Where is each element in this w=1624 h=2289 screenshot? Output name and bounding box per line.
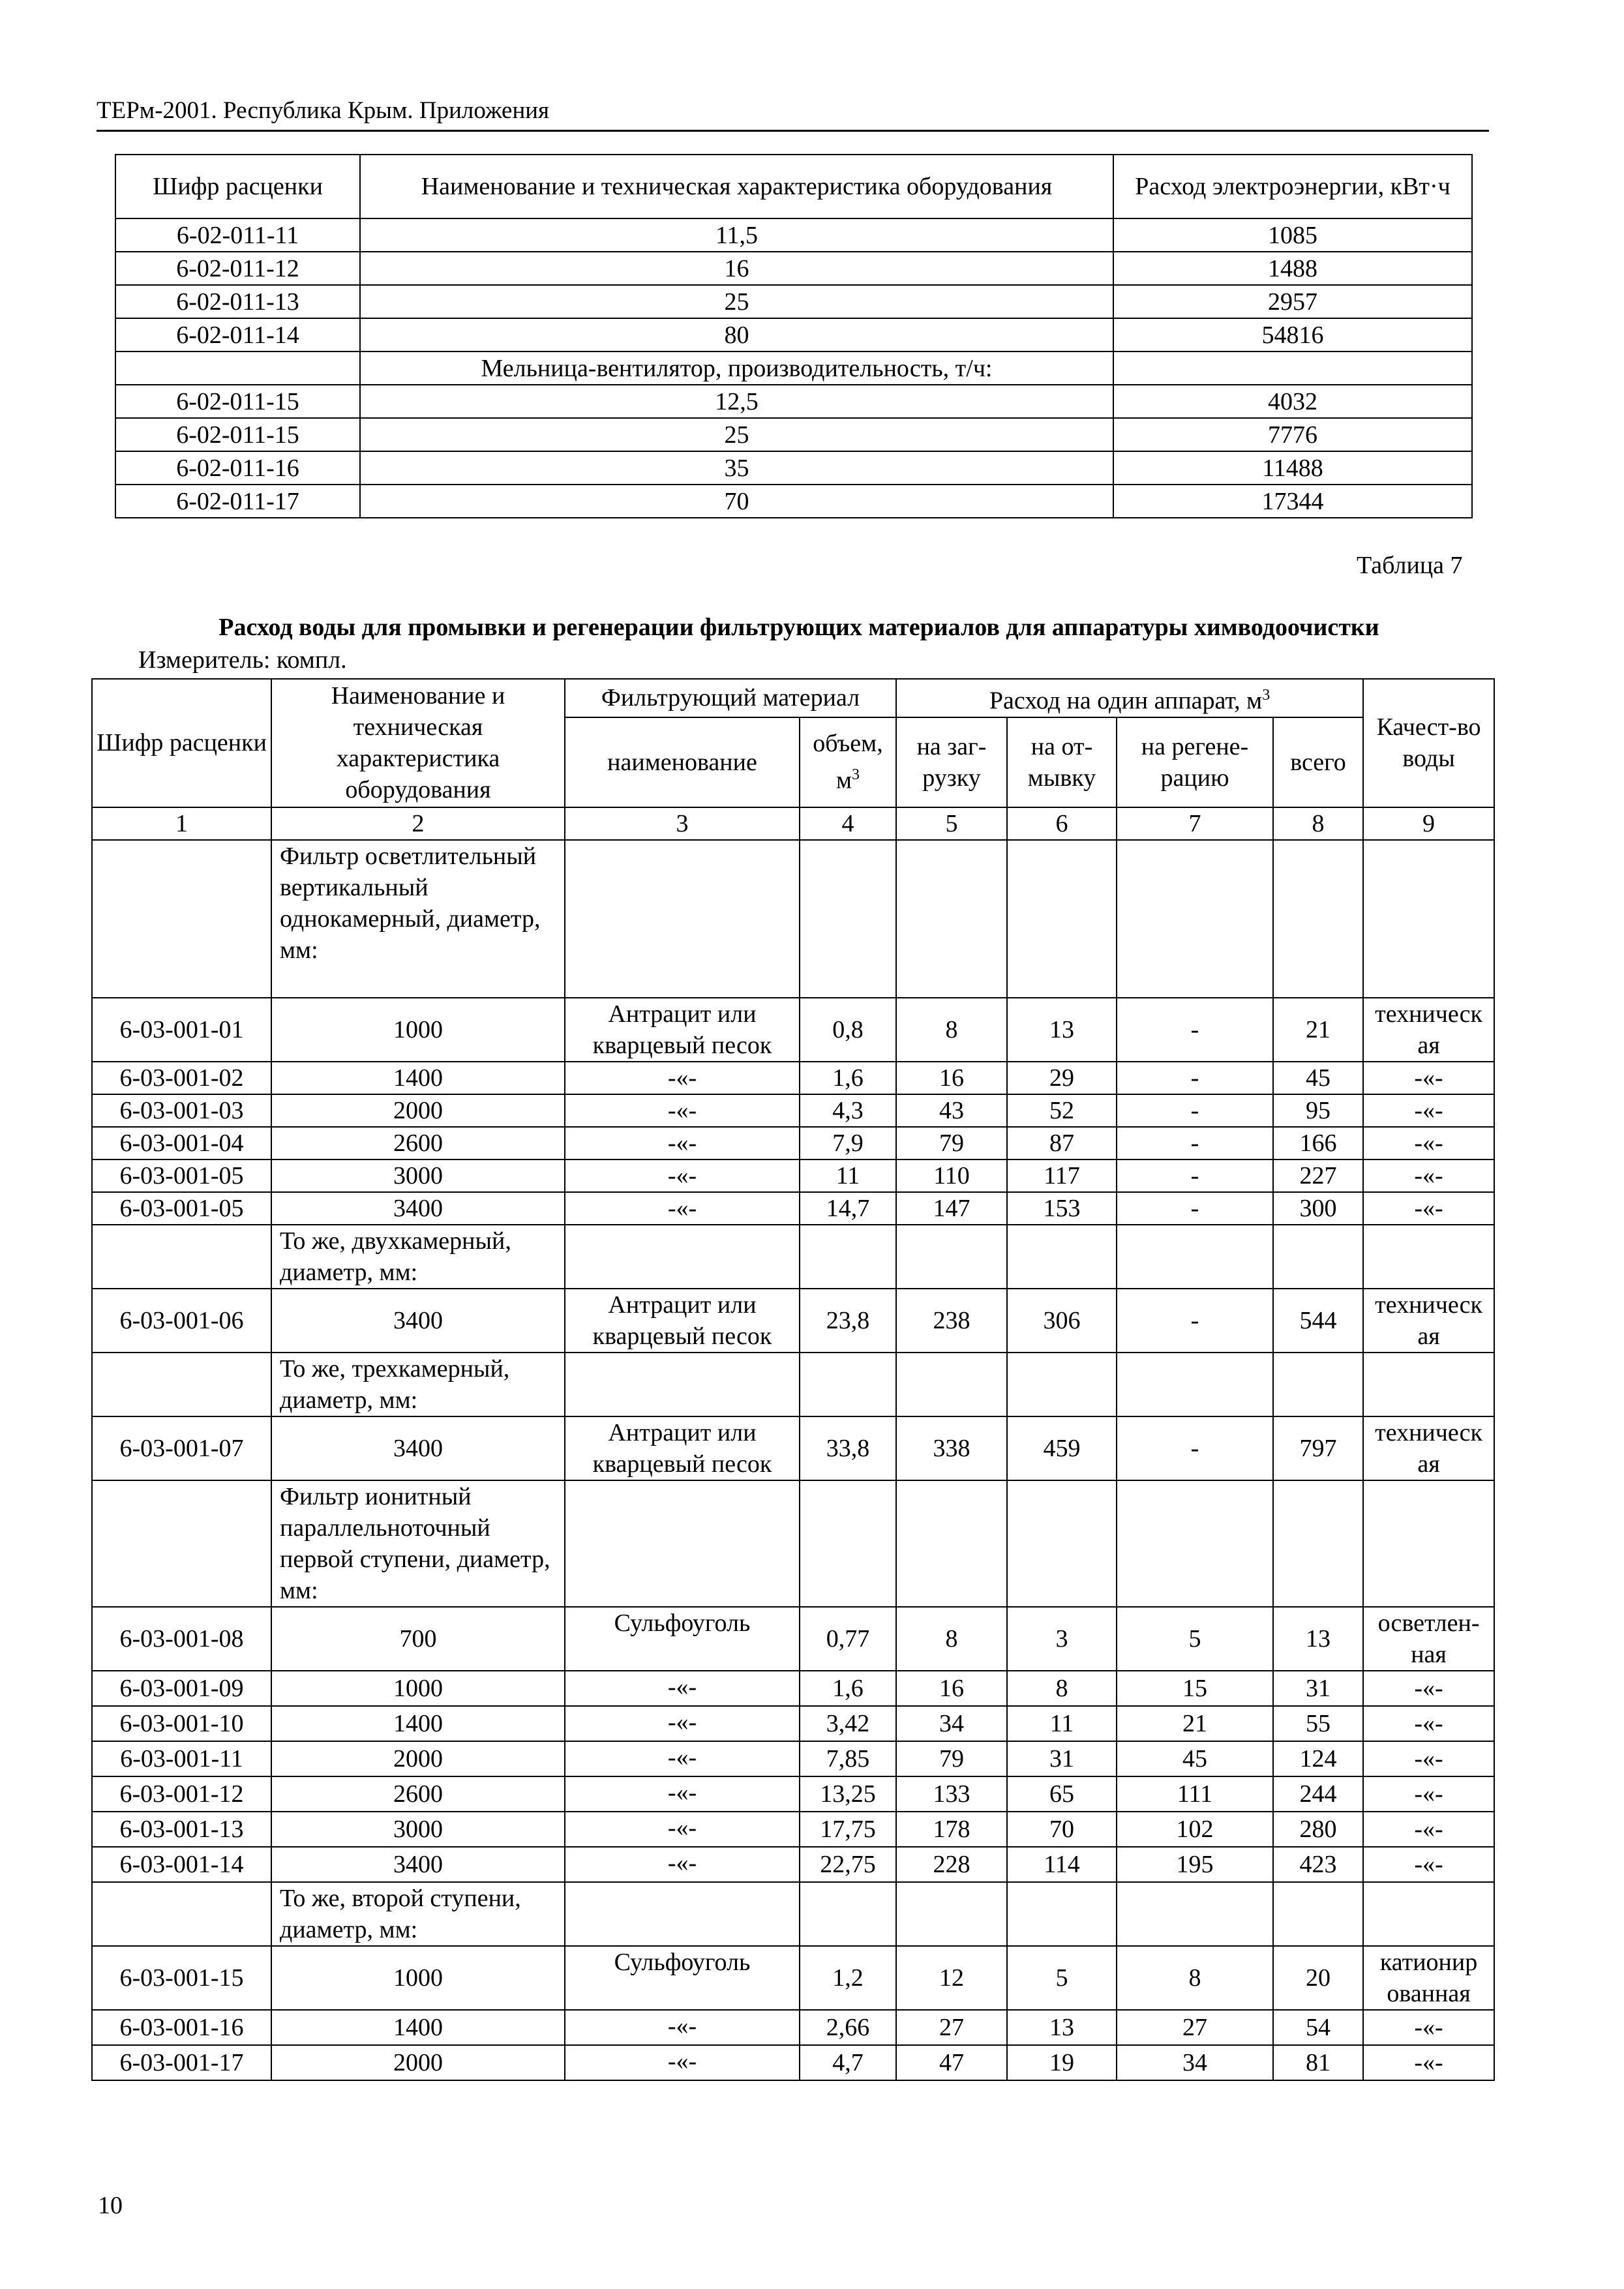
- t2-empty-cell: [896, 1225, 1007, 1289]
- t2-cell: Антрацит или кварцевый песок: [565, 1416, 800, 1480]
- t2-cell: -«-: [565, 1706, 800, 1741]
- t2-empty-cell: [800, 1882, 896, 1946]
- t2-cell: 81: [1273, 2045, 1363, 2080]
- t2-row: [92, 1062, 1494, 1094]
- t2-cell: 6-03-001-10: [92, 1706, 271, 1741]
- t2-cell: 47: [896, 2045, 1007, 2080]
- t2-cell: 34: [896, 1706, 1007, 1741]
- t2-cell: 65: [1007, 1776, 1117, 1812]
- t2-cell: 166: [1273, 1127, 1363, 1159]
- t2-cell: 2000: [271, 1741, 565, 1776]
- t2-cell: -: [1117, 1062, 1273, 1094]
- t1-cell: 4032: [1113, 385, 1472, 418]
- t2-cell: 3,42: [800, 1706, 896, 1741]
- t2-empty-cell: [1007, 840, 1117, 998]
- t2-cell: -: [1117, 998, 1273, 1062]
- t2-cell: 1400: [271, 1706, 565, 1741]
- t2-cell: 6-03-001-16: [92, 2010, 271, 2045]
- t2-cell: 12: [896, 1946, 1007, 2010]
- t2-row: [92, 1847, 1494, 1882]
- t2-column-number: 2: [271, 807, 565, 840]
- t2-cell: 5: [1007, 1946, 1117, 2010]
- t2-cell: 16: [896, 1671, 1007, 1706]
- t2-empty-cell: [1007, 1225, 1117, 1289]
- t2-cell: 31: [1007, 1741, 1117, 1776]
- t1-cell: 70: [360, 485, 1113, 518]
- t2-cell: 1,2: [800, 1946, 896, 2010]
- t2-cell: -«-: [1363, 1776, 1494, 1812]
- t2-cell: -«-: [565, 1847, 800, 1882]
- t2-cell: 4,3: [800, 1094, 896, 1127]
- t2-cell: 6-03-001-08: [92, 1607, 271, 1671]
- t2-cell: -«-: [1363, 1159, 1494, 1192]
- t2-empty-cell: [565, 1225, 800, 1289]
- t2-empty-cell: [1363, 1225, 1494, 1289]
- t2-row: [92, 1741, 1494, 1776]
- t2-section-row: [92, 1882, 1494, 1946]
- t1-cell: 6-02-011-14: [115, 318, 360, 352]
- t2-cell: 3400: [271, 1416, 565, 1480]
- t1-cell: 6-02-011-12: [115, 252, 360, 285]
- t2-cell: 2600: [271, 1127, 565, 1159]
- t2-cell: 6-03-001-02: [92, 1062, 271, 1094]
- t2-column-number: 7: [1117, 807, 1273, 840]
- t2-cell: 459: [1007, 1416, 1117, 1480]
- t2-empty-cell: [565, 840, 800, 998]
- t2-empty-cell: [92, 1353, 271, 1416]
- t1-row: [115, 352, 1472, 385]
- t2-cell: 6-03-001-07: [92, 1416, 271, 1480]
- t2-row: [92, 1159, 1494, 1192]
- t2-cell: 338: [896, 1416, 1007, 1480]
- t2-empty-cell: [92, 1225, 271, 1289]
- t2-cell: -«-: [1363, 2010, 1494, 2045]
- table-number-label: Таблица 7: [1357, 552, 1463, 579]
- t2-cell: -«-: [565, 2045, 800, 2080]
- t1-cell: 7776: [1113, 418, 1472, 451]
- t2-cell: 0,8: [800, 998, 896, 1062]
- t2-header-wash: на от-мывку: [1007, 717, 1117, 807]
- t2-cell: 280: [1273, 1812, 1363, 1847]
- t2-cell: 1400: [271, 2010, 565, 2045]
- t2-cell: 1400: [271, 1062, 565, 1094]
- t1-cell: 2957: [1113, 285, 1472, 318]
- t2-cell: 21: [1273, 998, 1363, 1062]
- t2-empty-cell: [896, 840, 1007, 998]
- t2-column-number: 1: [92, 807, 271, 840]
- t2-cell: 797: [1273, 1416, 1363, 1480]
- t2-cell: -«-: [1363, 1062, 1494, 1094]
- t2-empty-cell: [565, 1353, 800, 1416]
- t1-row: [115, 252, 1472, 285]
- t2-cell: 6-03-001-17: [92, 2045, 271, 2080]
- t2-cell: 153: [1007, 1192, 1117, 1225]
- t1-cell: 16: [360, 252, 1113, 285]
- t2-header-name: Наименование и техническая характеристика оборудования: [271, 679, 565, 807]
- t2-cell: 6-03-001-01: [92, 998, 271, 1062]
- t1-row: [115, 418, 1472, 451]
- t2-cell: 195: [1117, 1847, 1273, 1882]
- t2-cell: 114: [1007, 1847, 1117, 1882]
- t2-cell: 95: [1273, 1094, 1363, 1127]
- t2-cell: 8: [1117, 1946, 1273, 2010]
- t2-column-number: 9: [1363, 807, 1494, 840]
- t2-cell: -«-: [565, 1741, 800, 1776]
- t2-body: [92, 840, 1494, 2080]
- t2-cell: 55: [1273, 1706, 1363, 1741]
- t2-cell: 34: [1117, 2045, 1273, 2080]
- t2-cell: 147: [896, 1192, 1007, 1225]
- t1-row: [115, 218, 1472, 252]
- t2-cell: осветлен-ная: [1363, 1607, 1494, 1671]
- t2-column-number: 6: [1007, 807, 1117, 840]
- t1-cell: 6-02-011-11: [115, 218, 360, 252]
- t2-cell: 33,8: [800, 1416, 896, 1480]
- t2-column-number: 3: [565, 807, 800, 840]
- t2-cell: -«-: [565, 1127, 800, 1159]
- t1-cell: 6-02-011-15: [115, 385, 360, 418]
- t2-cell: 27: [896, 2010, 1007, 2045]
- t2-cell: 79: [896, 1741, 1007, 1776]
- t2-cell: 6-03-001-12: [92, 1776, 271, 1812]
- t2-section-title: То же, двухкамерный, диаметр, мм:: [271, 1225, 565, 1289]
- t2-empty-cell: [1363, 1353, 1494, 1416]
- t2-cell: 52: [1007, 1094, 1117, 1127]
- t2-cell: 6-03-001-15: [92, 1946, 271, 2010]
- t2-empty-cell: [1273, 1353, 1363, 1416]
- t1-cell: [1113, 352, 1472, 385]
- t2-empty-cell: [1007, 1480, 1117, 1607]
- t1-row: [115, 485, 1472, 518]
- t2-header-total: всего: [1273, 717, 1363, 807]
- measure-unit: Измеритель: компл.: [138, 646, 347, 674]
- t2-cell: -«-: [1363, 1706, 1494, 1741]
- t2-cell: 6-03-001-13: [92, 1812, 271, 1847]
- t2-cell: -«-: [1363, 1094, 1494, 1127]
- t2-cell: 70: [1007, 1812, 1117, 1847]
- t2-cell: техническ ая: [1363, 1416, 1494, 1480]
- t2-cell: -«-: [1363, 1192, 1494, 1225]
- t2-empty-cell: [896, 1480, 1007, 1607]
- t2-cell: 31: [1273, 1671, 1363, 1706]
- t2-cell: 13,25: [800, 1776, 896, 1812]
- t1-cell: 6-02-011-16: [115, 451, 360, 485]
- t2-cell: 2,66: [800, 2010, 896, 2045]
- t2-header-volume: объем, $м^3$: [800, 717, 896, 807]
- t2-cell: 2000: [271, 1094, 565, 1127]
- t1-cell: [115, 352, 360, 385]
- t2-section-title: Фильтр осветлительный вертикальный однокамерный, диаметр, мм:: [271, 840, 565, 998]
- t2-column-numbers: [92, 807, 1494, 840]
- t2-section-row: [92, 1353, 1494, 1416]
- t2-row: [92, 1289, 1494, 1353]
- t2-cell: 5: [1117, 1607, 1273, 1671]
- t2-cell: 3: [1007, 1607, 1117, 1671]
- t2-row: [92, 1192, 1494, 1225]
- table-title: Расход воды для промывки и регенерации фильтрующих материалов для аппаратуры химводоочистки: [218, 614, 1379, 641]
- t2-cell: 1,6: [800, 1671, 896, 1706]
- t2-cell: 79: [896, 1127, 1007, 1159]
- t2-cell: 11: [800, 1159, 896, 1192]
- t2-cell: 27: [1117, 2010, 1273, 2045]
- t1-cell: 25: [360, 418, 1113, 451]
- t2-empty-cell: [1007, 1882, 1117, 1946]
- t2-cell: 8: [1007, 1671, 1117, 1706]
- t2-section-title: То же, второй ступени, диаметр, мм:: [271, 1882, 565, 1946]
- t2-cell: 1000: [271, 1671, 565, 1706]
- t2-cell: 19: [1007, 2045, 1117, 2080]
- t2-cell: 8: [896, 998, 1007, 1062]
- t2-cell: катионир ованная: [1363, 1946, 1494, 2010]
- t2-empty-cell: [565, 1480, 800, 1607]
- t2-empty-cell: [1273, 1882, 1363, 1946]
- t2-empty-cell: [1117, 1480, 1273, 1607]
- t1-row: [115, 285, 1472, 318]
- electricity-table: [115, 154, 1473, 518]
- t2-cell: -«-: [565, 1776, 800, 1812]
- t2-cell: 7,85: [800, 1741, 896, 1776]
- t2-cell: 14,7: [800, 1192, 896, 1225]
- t1-cell: 80: [360, 318, 1113, 352]
- t2-cell: 3000: [271, 1812, 565, 1847]
- t2-row: [92, 1094, 1494, 1127]
- t2-cell: 17,75: [800, 1812, 896, 1847]
- t2-cell: 13: [1007, 998, 1117, 1062]
- t2-cell: -«-: [565, 1094, 800, 1127]
- t2-cell: 6-03-001-03: [92, 1094, 271, 1127]
- t2-cell: -: [1117, 1159, 1273, 1192]
- page-number: 10: [98, 2192, 123, 2219]
- t2-empty-cell: [92, 840, 271, 998]
- t2-empty-cell: [1117, 1225, 1273, 1289]
- t2-row: [92, 1671, 1494, 1706]
- t2-empty-cell: [1007, 1353, 1117, 1416]
- t1-cell: 1085: [1113, 218, 1472, 252]
- t1-body: [115, 218, 1472, 518]
- t2-cell: 228: [896, 1847, 1007, 1882]
- t2-cell: техническ ая: [1363, 1289, 1494, 1353]
- t2-cell: 244: [1273, 1776, 1363, 1812]
- t2-section-title: То же, трехкамерный, диаметр, мм:: [271, 1353, 565, 1416]
- t2-cell: -«-: [1363, 2045, 1494, 2080]
- t2-cell: 0,77: [800, 1607, 896, 1671]
- t2-cell: 124: [1273, 1741, 1363, 1776]
- t2-cell: техническ ая: [1363, 998, 1494, 1062]
- t2-empty-cell: [896, 1882, 1007, 1946]
- t2-cell: 6-03-001-05: [92, 1192, 271, 1225]
- page-header: ТЕРм-2001. Республика Крым. Приложения: [97, 97, 1489, 132]
- t2-empty-cell: [1273, 840, 1363, 998]
- t2-section-row: [92, 1225, 1494, 1289]
- t2-cell: 29: [1007, 1062, 1117, 1094]
- t2-cell: 22,75: [800, 1847, 896, 1882]
- t2-cell: -«-: [1363, 1847, 1494, 1882]
- t1-header-code: Шифр расценки: [115, 155, 360, 218]
- t2-column-number: 4: [800, 807, 896, 840]
- t2-section-row: [92, 840, 1494, 998]
- t2-cell: 7,9: [800, 1127, 896, 1159]
- t2-cell: 43: [896, 1094, 1007, 1127]
- t2-row: [92, 1706, 1494, 1741]
- t2-cell: 23,8: [800, 1289, 896, 1353]
- t2-row: [92, 998, 1494, 1062]
- t1-cell: 6-02-011-13: [115, 285, 360, 318]
- t2-cell: 6-03-001-04: [92, 1127, 271, 1159]
- t2-cell: 6-03-001-05: [92, 1159, 271, 1192]
- t1-header-name: Наименование и техническая характеристика оборудования: [360, 155, 1113, 218]
- t2-column-number: 5: [896, 807, 1007, 840]
- t2-empty-cell: [1117, 1882, 1273, 1946]
- t2-row: [92, 1607, 1494, 1671]
- t2-cell: 8: [896, 1607, 1007, 1671]
- t2-cell: 238: [896, 1289, 1007, 1353]
- t2-cell: -«-: [1363, 1671, 1494, 1706]
- t2-empty-cell: [1363, 1480, 1494, 1607]
- t2-header-filter: Фильтрующий материал: [565, 679, 896, 717]
- t2-cell: 45: [1273, 1062, 1363, 1094]
- t1-cell: Мельница-вентилятор, производительность, т/ч:: [360, 352, 1113, 385]
- t1-cell: 54816: [1113, 318, 1472, 352]
- t2-cell: 54: [1273, 2010, 1363, 2045]
- t2-row: [92, 1416, 1494, 1480]
- t2-cell: 117: [1007, 1159, 1117, 1192]
- t2-cell: 87: [1007, 1127, 1117, 1159]
- t1-row: [115, 385, 1472, 418]
- t2-header-regen: на регене-рацию: [1117, 717, 1273, 807]
- t2-section-row: [92, 1480, 1494, 1607]
- t2-cell: -«-: [565, 2010, 800, 2045]
- t1-row: [115, 451, 1472, 485]
- t2-empty-cell: [800, 840, 896, 998]
- t2-empty-cell: [1273, 1480, 1363, 1607]
- t1-cell: 11488: [1113, 451, 1472, 485]
- t2-cell: 423: [1273, 1847, 1363, 1882]
- t1-cell: 17344: [1113, 485, 1472, 518]
- t2-empty-cell: [1117, 1353, 1273, 1416]
- t2-cell: 1000: [271, 998, 565, 1062]
- water-consumption-table: [91, 678, 1495, 2081]
- t2-cell: Антрацит или кварцевый песок: [565, 1289, 800, 1353]
- t2-row: [92, 1127, 1494, 1159]
- t2-row: [92, 1776, 1494, 1812]
- t2-cell: 3400: [271, 1847, 565, 1882]
- t2-cell: Сульфоуголь: [565, 1946, 800, 2010]
- t2-empty-cell: [1117, 840, 1273, 998]
- t2-cell: 102: [1117, 1812, 1273, 1847]
- t2-cell: 20: [1273, 1946, 1363, 2010]
- t2-cell: -: [1117, 1127, 1273, 1159]
- t2-cell: -«-: [1363, 1127, 1494, 1159]
- t2-cell: 111: [1117, 1776, 1273, 1812]
- t2-cell: 2000: [271, 2045, 565, 2080]
- t2-cell: -: [1117, 1094, 1273, 1127]
- t2-header-code: Шифр расценки: [92, 679, 271, 807]
- t2-empty-cell: [800, 1480, 896, 1607]
- t2-cell: -«-: [565, 1192, 800, 1225]
- t2-empty-cell: [92, 1882, 271, 1946]
- t2-empty-cell: [92, 1480, 271, 1607]
- t2-cell: -«-: [565, 1671, 800, 1706]
- t2-cell: 3000: [271, 1159, 565, 1192]
- t2-cell: 3400: [271, 1289, 565, 1353]
- t2-cell: 133: [896, 1776, 1007, 1812]
- t1-cell: 12,5: [360, 385, 1113, 418]
- t2-empty-cell: [800, 1225, 896, 1289]
- t2-cell: 2600: [271, 1776, 565, 1812]
- t2-cell: 15: [1117, 1671, 1273, 1706]
- t2-cell: -«-: [565, 1159, 800, 1192]
- t2-section-title: Фильтр ионитный параллельноточный первой ступени, диаметр, мм:: [271, 1480, 565, 1607]
- t2-cell: -: [1117, 1192, 1273, 1225]
- t2-row: [92, 1812, 1494, 1847]
- t2-cell: 700: [271, 1607, 565, 1671]
- t2-cell: 3400: [271, 1192, 565, 1225]
- t2-cell: 21: [1117, 1706, 1273, 1741]
- t2-empty-cell: [1363, 840, 1494, 998]
- t2-cell: Антрацит или кварцевый песок: [565, 998, 800, 1062]
- t2-cell: 11: [1007, 1706, 1117, 1741]
- t1-cell: 25: [360, 285, 1113, 318]
- t2-cell: -«-: [565, 1062, 800, 1094]
- t2-row: [92, 1946, 1494, 2010]
- t2-cell: 178: [896, 1812, 1007, 1847]
- t2-cell: -«-: [1363, 1741, 1494, 1776]
- t2-cell: 45: [1117, 1741, 1273, 1776]
- t2-cell: 227: [1273, 1159, 1363, 1192]
- t2-cell: 544: [1273, 1289, 1363, 1353]
- t2-header-quality: Качест-во воды: [1363, 679, 1494, 807]
- t2-empty-cell: [800, 1353, 896, 1416]
- t2-header-material-name: наименование: [565, 717, 800, 807]
- t2-cell: -«-: [565, 1812, 800, 1847]
- t2-cell: 110: [896, 1159, 1007, 1192]
- t1-cell: 11,5: [360, 218, 1113, 252]
- t1-cell: 6-02-011-17: [115, 485, 360, 518]
- t2-cell: -: [1117, 1289, 1273, 1353]
- t1-row: [115, 318, 1472, 352]
- t2-cell: 6-03-001-06: [92, 1289, 271, 1353]
- t2-empty-cell: [896, 1353, 1007, 1416]
- t2-cell: -«-: [1363, 1812, 1494, 1847]
- t1-cell: 1488: [1113, 252, 1472, 285]
- t2-cell: 6-03-001-09: [92, 1671, 271, 1706]
- t2-cell: 16: [896, 1062, 1007, 1094]
- t2-cell: 6-03-001-11: [92, 1741, 271, 1776]
- t2-empty-cell: [1363, 1882, 1494, 1946]
- t2-empty-cell: [565, 1882, 800, 1946]
- t2-cell: 306: [1007, 1289, 1117, 1353]
- t2-cell: 4,7: [800, 2045, 896, 2080]
- t2-cell: 1000: [271, 1946, 565, 2010]
- t2-column-number: 8: [1273, 807, 1363, 840]
- t2-cell: 6-03-001-14: [92, 1847, 271, 1882]
- t2-header-consumption: Расход на один аппарат, $м^3$: [896, 679, 1363, 717]
- t2-cell: Сульфоуголь: [565, 1607, 800, 1671]
- t2-cell: 1,6: [800, 1062, 896, 1094]
- t2-header-load: на заг-рузку: [896, 717, 1007, 807]
- t2-row: [92, 2010, 1494, 2045]
- t2-row: [92, 2045, 1494, 2080]
- t2-cell: 13: [1273, 1607, 1363, 1671]
- t2-cell: 13: [1007, 2010, 1117, 2045]
- t1-cell: 6-02-011-15: [115, 418, 360, 451]
- t1-cell: 35: [360, 451, 1113, 485]
- t1-header-consumption: Расход электроэнергии, кВт·ч: [1113, 155, 1472, 218]
- t2-empty-cell: [1273, 1225, 1363, 1289]
- t2-cell: 300: [1273, 1192, 1363, 1225]
- t2-cell: -: [1117, 1416, 1273, 1480]
